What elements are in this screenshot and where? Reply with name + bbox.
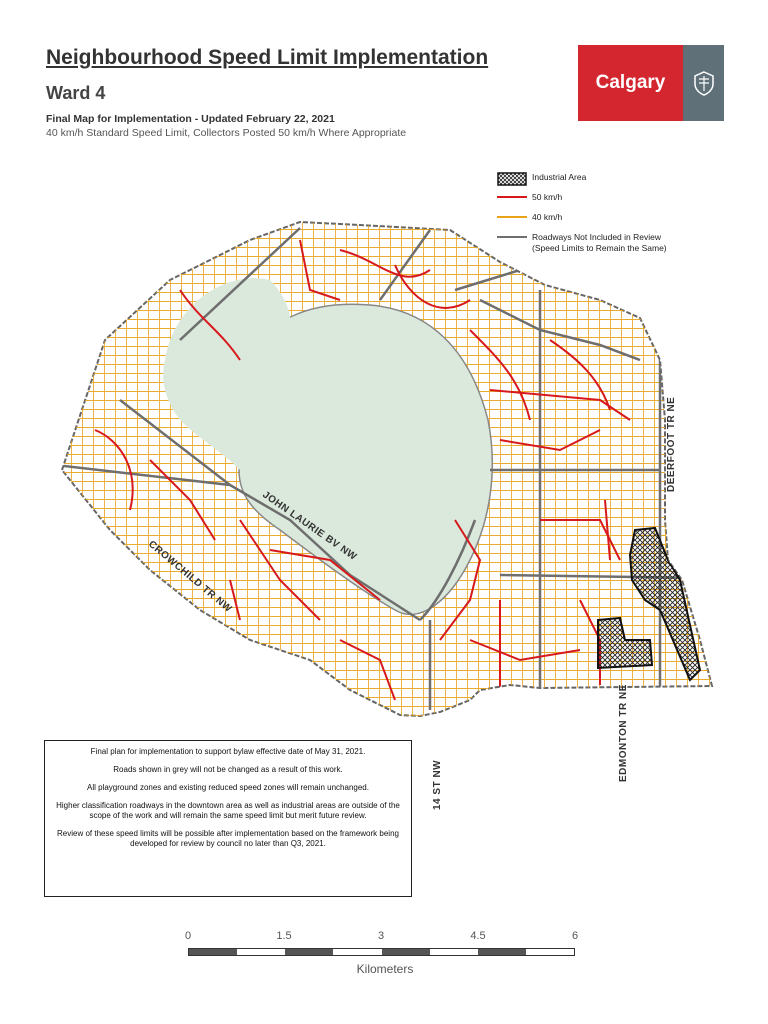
scale-bar-segments [188,948,575,956]
legend-label: Industrial Area [532,172,587,182]
scale-tick: 3 [377,930,385,942]
john-laurie-label: JOHN LAURIE BV NW [260,489,359,563]
note-p5: Review of these speed limits will be possible after implementation based on the framework being developed for review by council no later than Q3, 2021. [57,829,399,848]
scale-tick: 4.5 [470,930,486,942]
legend-label: 40 km/h [532,212,563,222]
deerfoot-label: DEERFOOT TR NE [666,396,677,492]
edmonton-label: EDMONTON TR NE [618,684,629,782]
speed-description: 40 km/h Standard Speed Limit, Collectors Posted 50 km/h Where Appropriate [46,127,407,139]
scale-tick: 6 [571,930,579,942]
update-note: Final Map for Implementation - Updated February 22, 2021 [46,113,335,125]
14-st-label: 14 ST NW [432,759,443,810]
crowchild-label: CROWCHILD TR NW [146,538,234,615]
note-p3: All playground zones and existing reduced speed zones will remain unchanged. [87,783,369,792]
legend-label-sub: (Speed Limits to Remain the Same) [532,243,667,253]
note-p4: Higher classification roadways in the downtown area as well as industrial areas are outside of the scope of the work and will remain the same speed limit but merit future review. [56,801,400,820]
logo-wordmark: Calgary [578,45,683,121]
scale-bar [180,930,590,985]
legend-label: Roadways Not Included in Review [532,232,661,242]
scale-tick: 0 [184,930,192,942]
implementation-note [44,740,412,897]
ward-subtitle: Ward 4 [46,83,106,103]
note-p2: Roads shown in grey will not be changed as a result of this work. [113,765,343,774]
scale-tick: 1.5 [276,930,292,942]
scale-unit: Kilometers [356,962,414,976]
map-title: Neighbourhood Speed Limit Implementation [46,46,489,69]
note-p1: Final plan for implementation to support bylaw effective date of May 31, 2021. [90,747,366,756]
legend-label: 50 km/h [532,192,563,202]
